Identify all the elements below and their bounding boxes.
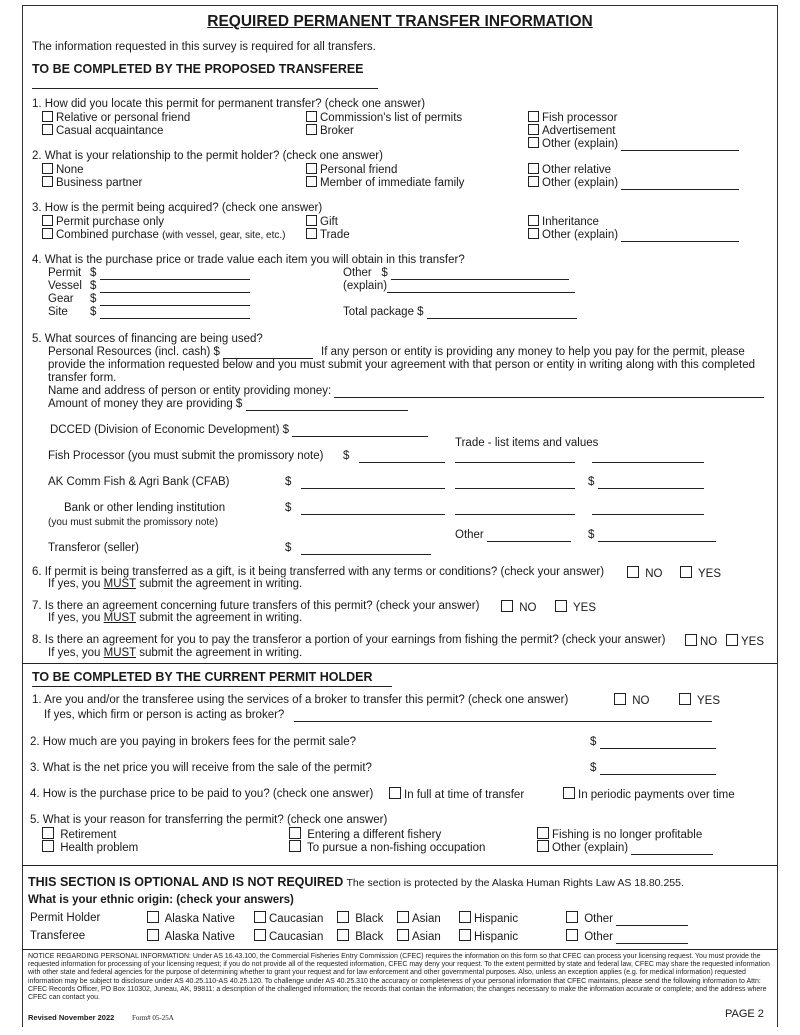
h5-option[interactable]: Entering a different fishery bbox=[289, 827, 441, 842]
section-divider bbox=[22, 663, 777, 664]
checkbox[interactable] bbox=[528, 111, 539, 122]
q5-fish-processor-amount[interactable]: $ bbox=[343, 450, 445, 463]
q1-option[interactable]: Commission's list of permits bbox=[306, 111, 462, 125]
trade-value-line[interactable] bbox=[592, 502, 704, 515]
q2-option[interactable]: Member of immediate family bbox=[306, 176, 464, 190]
revised-date: Revised November 2022 bbox=[28, 1013, 115, 1022]
q1-option[interactable]: Relative or personal friend bbox=[42, 111, 190, 125]
q4-item-site: Site bbox=[48, 306, 68, 318]
q4-item-gear: Gear bbox=[48, 293, 74, 305]
q7-note: If yes, you MUST submit the agreement in writing. bbox=[48, 612, 303, 624]
trade-value-amount[interactable]: $ bbox=[588, 476, 704, 489]
ethnic-question: What is your ethnic origin: (check your answers) bbox=[28, 894, 294, 906]
checkbox[interactable] bbox=[566, 911, 578, 923]
q1-option[interactable]: Broker bbox=[306, 124, 354, 138]
checkbox[interactable] bbox=[459, 911, 471, 923]
q4-item-permit: Permit bbox=[48, 267, 82, 279]
q5-cfab: AK Comm Fish & Agri Bank (CFAB) bbox=[48, 476, 230, 488]
checkbox[interactable] bbox=[389, 787, 401, 799]
q5-bank-note: (you must submit the promissory note) bbox=[48, 517, 219, 528]
h1-yes[interactable]: YES bbox=[679, 693, 720, 708]
checkbox[interactable] bbox=[679, 693, 691, 705]
checkbox[interactable] bbox=[254, 911, 266, 923]
h1-question: 1. Are you and/or the transferee using the services of a broker to transfer this permit? (check one answer) bbox=[32, 694, 569, 706]
q5-note-line1: If any person or entity is providing any money to help you pay for the permit, please bbox=[321, 346, 745, 358]
checkbox[interactable] bbox=[528, 163, 539, 174]
q6-question: 6. If permit is being transferred as a gift, is it being transferred with any terms or conditions? (check your answer) bbox=[32, 566, 605, 578]
q1-option[interactable]: Advertisement bbox=[528, 124, 616, 138]
q5-amount-providing[interactable]: Amount of money they are providing $ bbox=[48, 398, 408, 411]
h4-option-full[interactable]: In full at time of transfer bbox=[389, 787, 524, 802]
q5-transferor-amount[interactable]: $ bbox=[285, 542, 431, 555]
ethnic-option[interactable]: Alaska Native bbox=[147, 929, 235, 944]
q4-gear-amount[interactable]: $ bbox=[90, 293, 250, 306]
checkbox[interactable] bbox=[397, 929, 409, 941]
section-divider bbox=[22, 865, 777, 866]
q8-question: 8. Is there an agreement for you to pay the transferor a portion of your earnings from fishing the permit? (check your answer) bbox=[32, 634, 666, 646]
checkbox[interactable] bbox=[42, 111, 53, 122]
q3-option-other[interactable]: Other (explain) bbox=[528, 228, 739, 242]
checkbox[interactable] bbox=[685, 634, 697, 646]
q5-name-address[interactable]: Name and address of person or entity providing money: bbox=[48, 385, 764, 398]
q5-trade-label: Trade - list items and values bbox=[455, 437, 599, 449]
checkbox[interactable] bbox=[528, 176, 539, 187]
checkbox[interactable] bbox=[337, 911, 349, 923]
ethnic-row-label: Transferee bbox=[30, 930, 86, 942]
q4-other-amount[interactable]: Other $ bbox=[343, 267, 569, 280]
section-divider bbox=[22, 949, 777, 950]
h1-broker[interactable]: If yes, which firm or person is acting as broker? bbox=[44, 709, 712, 722]
q4-vessel-amount[interactable]: $ bbox=[90, 280, 250, 293]
q3-option[interactable]: Combined purchase (with vessel, gear, site, etc.) bbox=[42, 228, 286, 242]
checkbox[interactable] bbox=[42, 827, 54, 839]
intro-text: The information requested in this survey is required for all transfers. bbox=[32, 41, 376, 53]
q5-bank: Bank or other lending institution bbox=[64, 502, 226, 514]
trade-value-line[interactable] bbox=[592, 450, 704, 463]
q2-option[interactable]: Business partner bbox=[42, 176, 142, 190]
q3-option[interactable]: Permit purchase only bbox=[42, 215, 164, 229]
ethnic-option[interactable]: Hispanic bbox=[459, 929, 518, 944]
checkbox[interactable] bbox=[528, 137, 539, 148]
ethnic-option[interactable]: Caucasian bbox=[254, 911, 323, 926]
q4-question: 4. What is the purchase price or trade value each item you will obtain in this transfer? bbox=[32, 254, 465, 266]
ethnic-option[interactable]: Hispanic bbox=[459, 911, 518, 926]
checkbox[interactable] bbox=[459, 929, 471, 941]
q2-question: 2. What is your relationship to the permit holder? (check one answer) bbox=[32, 150, 383, 162]
q6-no[interactable]: NO bbox=[627, 566, 662, 581]
checkbox[interactable] bbox=[537, 827, 549, 839]
q4-item-vessel: Vessel bbox=[48, 280, 82, 292]
checkbox[interactable] bbox=[254, 929, 266, 941]
transferee-section-header: TO BE COMPLETED BY THE PROPOSED TRANSFEREE bbox=[32, 62, 364, 76]
h5-question: 5. What is your reason for transferring the permit? (check one answer) bbox=[30, 814, 388, 826]
ethnic-option-other[interactable]: Other bbox=[566, 929, 688, 944]
q3-option[interactable]: Inheritance bbox=[528, 215, 599, 229]
checkbox[interactable] bbox=[528, 228, 539, 239]
checkbox[interactable] bbox=[306, 163, 317, 174]
checkbox[interactable] bbox=[680, 566, 692, 578]
explain-line[interactable] bbox=[621, 140, 739, 151]
form-number: Form# 05-25A bbox=[132, 1014, 174, 1022]
checkbox[interactable] bbox=[306, 176, 317, 187]
trade-item-line[interactable] bbox=[455, 450, 575, 463]
trade-item-line[interactable] bbox=[455, 502, 575, 515]
checkbox[interactable] bbox=[726, 634, 738, 646]
h1-no[interactable]: NO bbox=[614, 693, 649, 708]
ethnic-option[interactable]: Caucasian bbox=[254, 929, 323, 944]
q1-option[interactable]: Casual acquaintance bbox=[42, 124, 163, 138]
trade-other-amount[interactable]: $ bbox=[588, 529, 716, 542]
q3-option[interactable]: Gift bbox=[306, 215, 338, 229]
h5-option[interactable]: Retirement bbox=[42, 827, 116, 842]
checkbox[interactable] bbox=[528, 124, 539, 135]
checkbox[interactable] bbox=[397, 911, 409, 923]
ethnic-row-label: Permit Holder bbox=[30, 912, 101, 924]
header-underline bbox=[32, 88, 378, 89]
q3-question: 3. How is the permit being acquired? (check one answer) bbox=[32, 202, 323, 214]
checkbox[interactable] bbox=[501, 600, 513, 612]
h5-option[interactable]: Health problem bbox=[42, 840, 138, 855]
trade-item-line[interactable] bbox=[455, 476, 575, 489]
h5-option[interactable]: Fishing is no longer profitable bbox=[537, 827, 702, 842]
ethnic-option-other[interactable]: Other bbox=[566, 911, 688, 926]
q2-option[interactable]: Personal friend bbox=[306, 163, 397, 177]
checkbox[interactable] bbox=[306, 215, 317, 226]
h3-question: 3. What is the net price you will receive from the sale of the permit? bbox=[30, 762, 372, 774]
ethnic-option[interactable]: Asian bbox=[397, 929, 441, 944]
checkbox[interactable] bbox=[306, 124, 317, 135]
q2-option-other[interactable]: Other (explain) bbox=[528, 176, 739, 190]
q5-bank-amount[interactable]: $ bbox=[285, 502, 445, 515]
checkbox[interactable] bbox=[42, 215, 53, 226]
q7-question: 7. Is there an agreement concerning future transfers of this permit? (check your answer) bbox=[32, 600, 480, 612]
q7-yes[interactable]: YES bbox=[555, 600, 596, 615]
checkbox[interactable] bbox=[563, 787, 575, 799]
ethnic-option[interactable]: Black bbox=[337, 911, 383, 926]
privacy-notice: NOTICE REGARDING PERSONAL INFORMATION: Under AS 16.43.100, the Commercial Fisheries Entry Commission (CFEC) requires the information on this form so that CFEC can process your licensing request. You must provide the requested information for processing of your licensing request; if you do not provide all of the requested information, CFEC may deny your request. To the extent permitted by state and federal law, CFEC may share the requested information with other state and federal agencies for the purpose of determining whether to grant your request and for law enforcement and other governmental purposes. Also, unless an exception applies (e.g. for medical information) requested information may be subject to disclosure under AS 40.25.110-AS 40.25.120. To challenge under AS 40.25.310 the accuracy or completeness of your personal information that CFEC maintains, please send the following information to Attn: CFEC Records Officer, PO Box 110302, Juneau, AK, 99811: a description of the challenged information; the records that contain the information; the changes necessary to make the information accurate or complete; and the address where CFEC can contact you. bbox=[28, 953, 770, 1002]
header-underline bbox=[32, 686, 392, 687]
q8-note: If yes, you MUST submit the agreement in writing. bbox=[48, 647, 303, 659]
checkbox[interactable] bbox=[337, 929, 349, 941]
checkbox[interactable] bbox=[614, 693, 626, 705]
page-title: REQUIRED PERMANENT TRANSFER INFORMATION bbox=[207, 13, 593, 30]
h2-amount[interactable]: $ bbox=[590, 736, 716, 749]
ethnic-option[interactable]: Alaska Native bbox=[147, 911, 235, 926]
checkbox[interactable] bbox=[537, 840, 549, 852]
checkbox[interactable] bbox=[147, 929, 159, 941]
q5-dcced[interactable]: DCCED (Division of Economic Development) $ bbox=[50, 424, 428, 437]
q6-yes[interactable]: YES bbox=[680, 566, 721, 581]
q2-option[interactable]: None bbox=[42, 163, 84, 177]
q1-option[interactable]: Fish processor bbox=[528, 111, 617, 125]
checkbox[interactable] bbox=[566, 929, 578, 941]
holder-section-header: TO BE COMPLETED BY THE CURRENT PERMIT HOLDER bbox=[32, 670, 373, 684]
q3-option[interactable]: Trade bbox=[306, 228, 350, 242]
checkbox[interactable] bbox=[289, 827, 301, 839]
ethnic-option[interactable]: Asian bbox=[397, 911, 441, 926]
optional-header: THIS SECTION IS OPTIONAL AND IS NOT REQUIRED The section is protected by the Alaska Human Rights Law AS 18.80.255. bbox=[28, 875, 684, 889]
q8-yes[interactable]: YES bbox=[726, 634, 764, 649]
q4-site-amount[interactable]: $ bbox=[90, 306, 250, 319]
q4-explain[interactable]: (explain) bbox=[343, 280, 575, 293]
checkbox[interactable] bbox=[42, 124, 53, 135]
checkbox[interactable] bbox=[555, 600, 567, 612]
h5-option-other[interactable]: Other (explain) bbox=[537, 840, 713, 855]
explain-line[interactable] bbox=[621, 179, 739, 190]
checkbox[interactable] bbox=[42, 840, 54, 852]
checkbox[interactable] bbox=[306, 228, 317, 239]
q4-permit-amount[interactable]: $ bbox=[90, 267, 250, 280]
checkbox[interactable] bbox=[528, 215, 539, 226]
h4-option-periodic[interactable]: In periodic payments over time bbox=[563, 787, 735, 802]
q5-note-line3: transfer form. bbox=[48, 372, 117, 384]
h3-amount[interactable]: $ bbox=[590, 762, 716, 775]
q1-option-other[interactable]: Other (explain) bbox=[528, 137, 739, 151]
q5-cfab-amount[interactable]: $ bbox=[285, 476, 445, 489]
page-number: PAGE 2 bbox=[725, 1008, 764, 1020]
checkbox[interactable] bbox=[42, 176, 53, 187]
q6-note: If yes, you MUST submit the agreement in writing. bbox=[48, 578, 303, 590]
checkbox[interactable] bbox=[627, 566, 639, 578]
q5-fish-processor: Fish Processor (you must submit the promissory note) bbox=[48, 450, 324, 462]
checkbox[interactable] bbox=[289, 840, 301, 852]
h5-option[interactable]: To pursue a non-fishing occupation bbox=[289, 840, 485, 855]
q5-note-line2: provide the information requested below and you must submit your agreement with that person or entity in writing along with this completed bbox=[48, 359, 755, 371]
ethnic-option[interactable]: Black bbox=[337, 929, 383, 944]
q4-total-package[interactable]: Total package $ bbox=[343, 306, 577, 319]
q5-personal-resources[interactable]: Personal Resources (incl. cash) $ bbox=[48, 346, 313, 359]
checkbox[interactable] bbox=[147, 911, 159, 923]
checkbox[interactable] bbox=[42, 163, 53, 174]
q2-option[interactable]: Other relative bbox=[528, 163, 611, 177]
checkbox[interactable] bbox=[42, 228, 53, 239]
q7-no[interactable]: NO bbox=[501, 600, 536, 615]
h4-question: 4. How is the purchase price to be paid to you? (check one answer) bbox=[30, 788, 374, 800]
q5-transferor: Transferor (seller) bbox=[48, 542, 139, 554]
h2-question: 2. How much are you paying in brokers fees for the permit sale? bbox=[30, 736, 356, 748]
q5-question: 5. What sources of financing are being used? bbox=[32, 333, 263, 345]
trade-other[interactable]: Other bbox=[455, 529, 571, 542]
checkbox[interactable] bbox=[306, 111, 317, 122]
q8-no[interactable]: NO bbox=[685, 634, 717, 649]
q1-question: 1. How did you locate this permit for permanent transfer? (check one answer) bbox=[32, 98, 426, 110]
explain-line[interactable] bbox=[621, 231, 739, 242]
